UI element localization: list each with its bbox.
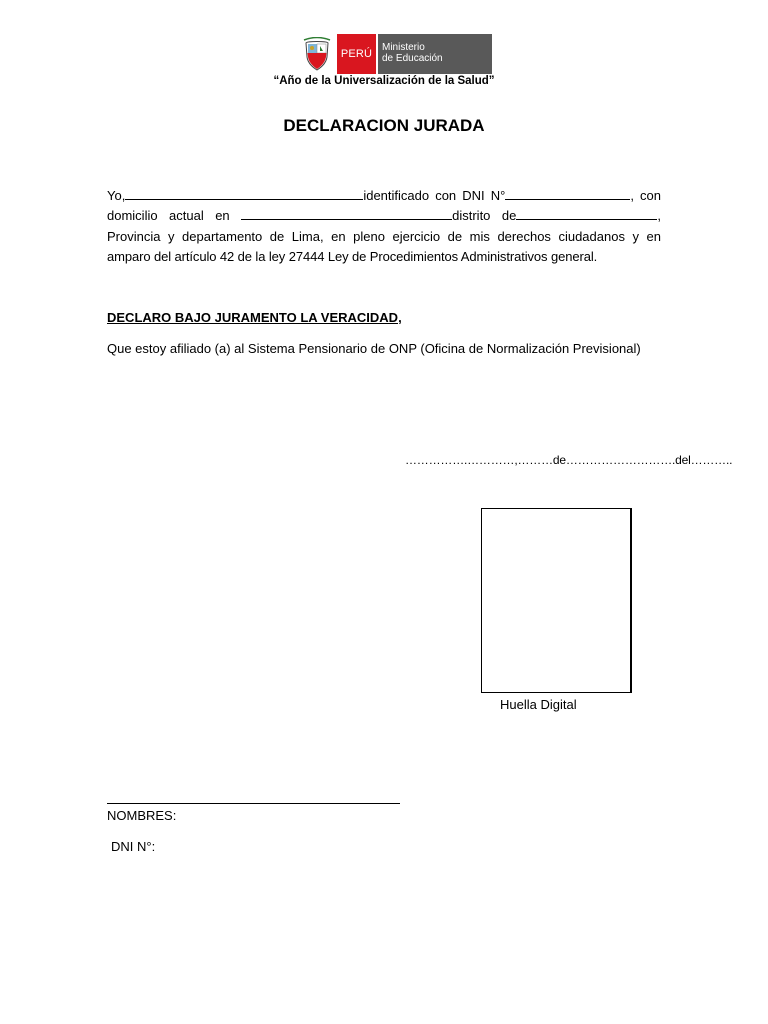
declare-heading: DECLARO BAJO JURAMENTO LA VERACIDAD, [107,310,402,325]
thumbprint-label: Huella Digital [500,697,577,712]
peru-label: PERÚ [337,34,376,74]
names-label: NOMBRES: [107,808,177,823]
ministry-line-2: de Educación [382,53,443,64]
ministry-label [378,34,492,74]
intro-line-3: Provincia y departamento de Lima, en pleno ejercicio de mis derechos ciudadanos y en [107,228,661,244]
document-title: DECLARACION JURADA [283,116,485,135]
distrito-text: distrito de [452,208,517,224]
ministry-logo [297,34,492,74]
dni-label: DNI N°: [111,839,156,854]
intro-line-2 [107,206,661,226]
name-blank-line [125,187,363,200]
comma: , [657,208,661,224]
dni-blank-line [505,187,630,200]
district-blank-line [516,207,657,220]
statement-paragraph: Que estoy afiliado (a) al Sistema Pensionario de ONP (Oficina de Normalización Previsional) [107,341,641,356]
year-motto: “Año de la Universalización de la Salud” [273,75,495,87]
signature-line [107,803,400,804]
con-text: , con [630,188,661,203]
coat-of-arms-icon [297,34,337,74]
intro-line-4: amparo del artículo 42 de la ley 27444 Ley de Procedimientos Administrativos general. [107,248,598,264]
address-blank-line [241,207,452,220]
thumbprint-box [481,508,632,693]
yo-prefix: Yo, [107,188,126,203]
identified-text: identificado con DNI N° [363,188,506,203]
intro-paragraph [107,186,661,267]
ministry-line-1: Ministerio [382,42,425,53]
date-blank-line: …………….…………,………de……………………….del……….. [405,453,733,467]
intro-line-1 [107,186,661,206]
domicilio-text: domicilio actual en [107,208,230,224]
